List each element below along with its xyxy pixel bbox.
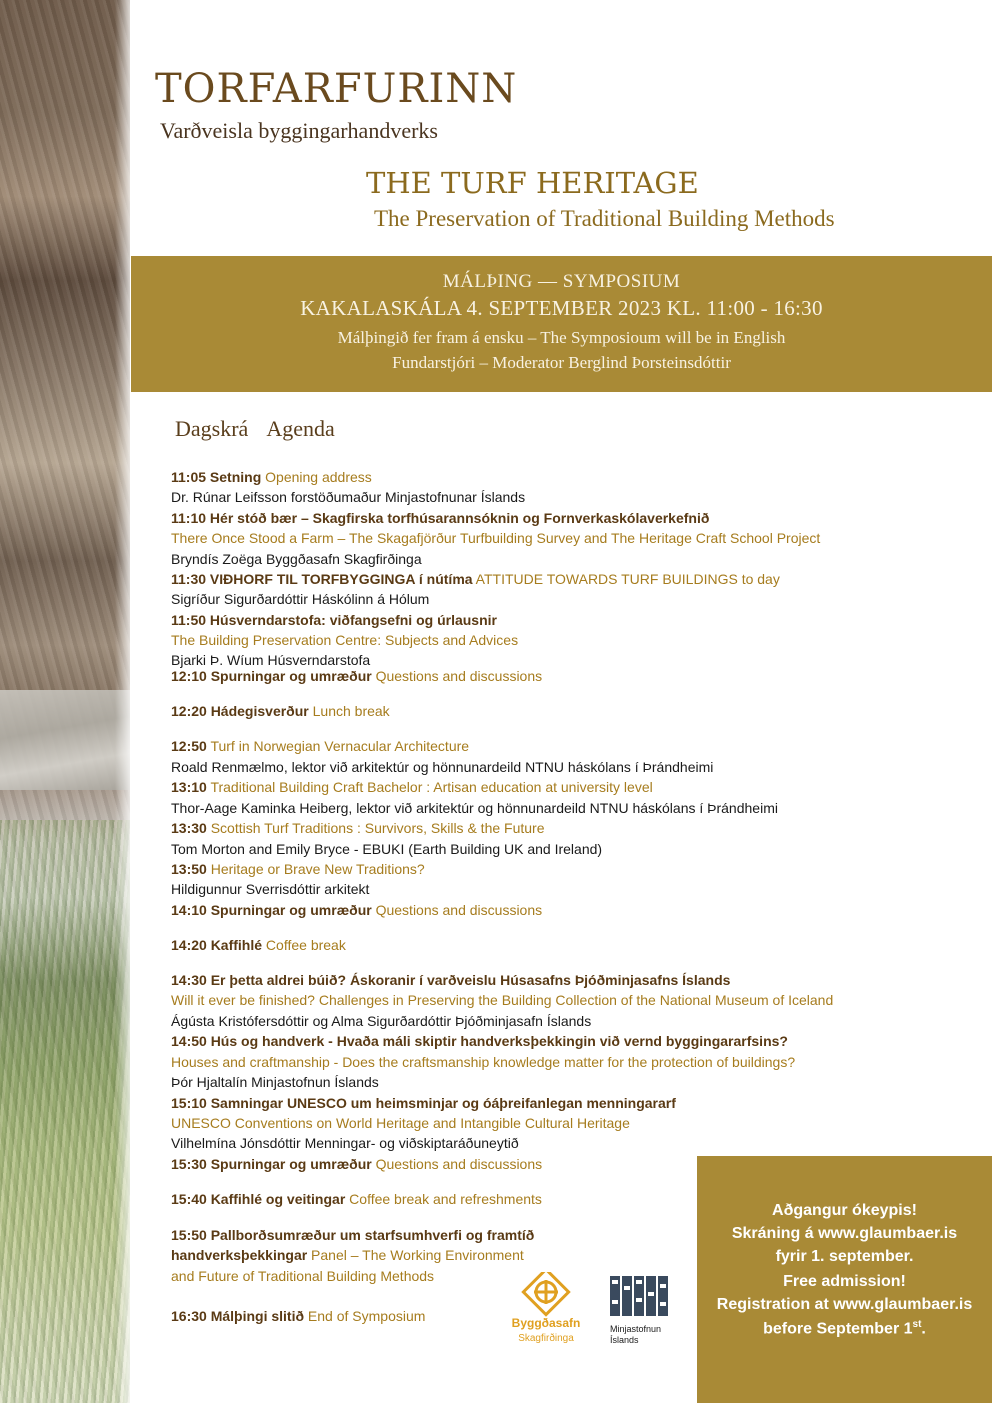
agenda-segment: 15:50 Pallborðsumræður um starfsumhverfi og framtíð bbox=[171, 1227, 535, 1243]
agenda-segment: UNESCO Conventions on World Heritage and Intangible Cultural Heritage bbox=[171, 1115, 630, 1131]
agenda-segment: Questions and discussions bbox=[371, 1156, 543, 1172]
admission-line-1: Aðgangur ókeypis! bbox=[772, 1202, 917, 1219]
agenda-line bbox=[171, 550, 422, 568]
agenda-line bbox=[171, 991, 833, 1009]
agenda-segment: Thor-Aage Kaminka Heiberg, lektor við arkitektúr og hönnunardeild NTNU háskólans í Þrándheimi bbox=[171, 800, 778, 816]
agenda-segment: 12:50 bbox=[171, 738, 207, 754]
agenda-segment: 15:30 Spurningar og umræður bbox=[171, 1156, 372, 1172]
agenda-segment: 12:10 Spurningar og umræður bbox=[171, 668, 372, 684]
agenda-segment: 16:30 Málþingi slitið bbox=[171, 1308, 305, 1324]
agenda-segment: Turf in Norwegian Vernacular Architecture bbox=[206, 738, 470, 754]
agenda-segment: 14:30 Er þetta aldrei búið? Áskoranir í varðveislu Húsasafns Þjóðminjasafns Íslands bbox=[171, 972, 731, 988]
agenda-segment: Sigríður Sigurðardóttir Háskólinn á Hólum bbox=[171, 591, 430, 607]
agenda-segment: Vilhelmína Jónsdóttir Menningar- og viðskiptaráðuneytið bbox=[171, 1135, 519, 1151]
agenda-heading-is: Dagskrá bbox=[175, 416, 249, 441]
agenda-line bbox=[171, 667, 542, 685]
agenda-segment: Questions and discussions bbox=[371, 902, 543, 918]
banner-moderator-line: Fundarstjóri – Moderator Berglind Þorsteinsdóttir bbox=[392, 353, 731, 372]
logo1-sub: Skagfirðinga bbox=[518, 1333, 574, 1344]
agenda-segment: Lunch break bbox=[308, 703, 390, 719]
minjastofnun-logo bbox=[604, 1272, 674, 1352]
agenda-segment: Scottish Turf Traditions : Survivors, Skills & the Future bbox=[206, 820, 545, 836]
byggdasafn-logo bbox=[496, 1272, 596, 1352]
symposium-banner bbox=[131, 256, 992, 392]
agenda-line bbox=[171, 880, 369, 898]
agenda-line bbox=[171, 1134, 519, 1152]
admission-line-6-sup: st bbox=[912, 1319, 922, 1330]
agenda-line bbox=[171, 509, 709, 527]
agenda-segment: Coffee break bbox=[262, 937, 346, 953]
agenda-segment: 11:50 Húsverndarstofa: viðfangsefni og úrlausnir bbox=[171, 612, 497, 628]
agenda-segment: Hildigunnur Sverrisdóttir arkitekt bbox=[171, 881, 370, 897]
page-subtitle: Varðveisla byggingarhandverks bbox=[160, 118, 438, 143]
agenda-line bbox=[171, 1267, 434, 1285]
agenda-line bbox=[171, 819, 545, 837]
banner-language-line: Málþingið fer fram á ensku – The Symposioum will be in English bbox=[337, 328, 786, 347]
agenda-segment: Panel – The Working Environment bbox=[307, 1247, 524, 1263]
agenda-line bbox=[171, 1246, 524, 1264]
agenda-line bbox=[171, 901, 542, 919]
m-icon bbox=[604, 1272, 674, 1352]
agenda-line bbox=[171, 1073, 379, 1091]
agenda-segment: The Building Preservation Centre: Subjects and Advices bbox=[171, 632, 519, 648]
agenda-line bbox=[171, 702, 390, 720]
agenda-line bbox=[171, 1094, 676, 1112]
agenda-segment: Þór Hjaltalín Minjastofnun Íslands bbox=[171, 1074, 379, 1090]
agenda-line bbox=[171, 936, 346, 954]
agenda-line bbox=[171, 758, 713, 776]
agenda-line bbox=[171, 737, 469, 755]
agenda-line bbox=[171, 488, 525, 506]
admission-box bbox=[697, 1156, 992, 1403]
agenda-segment: Roald Renmælmo, lektor við arkitektúr og hönnunardeild NTNU háskólans í Þrándheimi bbox=[171, 759, 714, 775]
agenda-segment: Traditional Building Craft Bachelor : Artisan education at university level bbox=[206, 779, 653, 795]
admission-line-4: Free admission! bbox=[783, 1273, 906, 1290]
agenda-line bbox=[171, 799, 778, 817]
agenda-segment: 11:10 Hér stóð bær – Skagfirska torfhúsarannsóknin og Fornverkaskólaverkefnið bbox=[171, 510, 710, 526]
agenda-segment: 13:10 bbox=[171, 779, 207, 795]
agenda-segment: Coffee break and refreshments bbox=[345, 1191, 542, 1207]
agenda-line bbox=[171, 570, 780, 588]
logo2-sub: Íslands bbox=[610, 1335, 639, 1345]
agenda-line bbox=[171, 840, 602, 858]
sidebar-fade bbox=[115, 0, 135, 1403]
agenda-heading bbox=[175, 416, 353, 442]
agenda-line bbox=[171, 860, 425, 878]
agenda-segment: 12:20 Hádegisverður bbox=[171, 703, 309, 719]
admission-line-3: fyrir 1. september. bbox=[775, 1248, 914, 1265]
agenda-segment: Houses and craftmanship - Does the craftsmanship knowledge matter for the protection of buildings? bbox=[171, 1054, 796, 1070]
admission-line-6 bbox=[697, 1319, 992, 1338]
agenda-segment: Tom Morton and Emily Bryce - EBUKI (Earth Building UK and Ireland) bbox=[171, 841, 603, 857]
english-title: THE TURF HERITAGE bbox=[366, 166, 699, 200]
agenda-segment: 14:50 Hús og handverk - Hvaða máli skiptir handverksþekkingin við vernd byggingararfsins? bbox=[171, 1033, 788, 1049]
admission-line-2: Skráning á www.glaumbaer.is bbox=[731, 1225, 958, 1242]
agenda-segment: and Future of Traditional Building Methods bbox=[171, 1268, 435, 1284]
agenda-line bbox=[171, 590, 429, 608]
admission-line-6-end: . bbox=[921, 1320, 926, 1338]
agenda-segment: There Once Stood a Farm – The Skagafjörður Turfbuilding Survey and The Heritage Craft School Project bbox=[171, 530, 821, 546]
wooden-roof bbox=[0, 690, 130, 790]
agenda-heading-en: Agenda bbox=[266, 416, 335, 441]
agenda-segment: 15:10 Samningar UNESCO um heimsminjar og óáþreifanlegan menningararf bbox=[171, 1095, 676, 1111]
admission-line-6-text: before September 1 bbox=[763, 1320, 913, 1338]
agenda-line bbox=[171, 1032, 788, 1050]
agenda-segment: End of Symposium bbox=[304, 1308, 426, 1324]
agenda-segment: Opening address bbox=[261, 469, 372, 485]
agenda-line bbox=[171, 1012, 591, 1030]
banner-line-1: MÁLÞING — SYMPOSIUM bbox=[442, 271, 681, 292]
agenda-segment: 15:40 Kaffihlé og veitingar bbox=[171, 1191, 346, 1207]
agenda-line bbox=[171, 1226, 534, 1244]
grass-texture bbox=[0, 820, 130, 1403]
agenda-segment: 13:30 bbox=[171, 820, 207, 836]
agenda-segment: Bjarki Þ. Wíum Húsverndarstofa bbox=[171, 652, 371, 668]
agenda-line bbox=[171, 468, 372, 486]
agenda-segment: Will it ever be finished? Challenges in Preserving the Building Collection of the National Museum of Iceland bbox=[171, 992, 834, 1008]
agenda-segment: Heritage or Brave New Traditions? bbox=[206, 861, 425, 877]
agenda-segment: 11:05 Setning bbox=[171, 469, 262, 485]
agenda-segment: Bryndís Zoëga Byggðasafn Skagfirðinga bbox=[171, 551, 422, 567]
agenda-line bbox=[171, 1155, 542, 1173]
agenda-line bbox=[171, 1114, 630, 1132]
agenda-line bbox=[171, 611, 497, 629]
agenda-line bbox=[171, 1053, 795, 1071]
admission-line-5: Registration at www.glaumbaer.is bbox=[716, 1296, 973, 1313]
agenda-segment: Ágústa Kristófersdóttir og Alma Sigurðardóttir Þjóðminjasafn Íslands bbox=[171, 1013, 592, 1029]
sidebar-photo bbox=[0, 0, 130, 1403]
agenda-segment: 14:10 Spurningar og umræður bbox=[171, 902, 372, 918]
agenda-line bbox=[171, 529, 820, 547]
agenda-segment: Questions and discussions bbox=[371, 668, 543, 684]
agenda-segment: 14:20 Kaffihlé bbox=[171, 937, 263, 953]
banner-date-line: KAKALASKÁLA 4. SEPTEMBER 2023 KL. 11:00 - 16:30 bbox=[300, 296, 823, 320]
english-subtitle: The Preservation of Traditional Building Methods bbox=[374, 206, 835, 231]
page-title: TORFARFURINN bbox=[155, 66, 518, 112]
agenda-segment: ATTITUDE TOWARDS TURF BUILDINGS to day bbox=[472, 571, 780, 587]
agenda-line bbox=[171, 778, 653, 796]
agenda-segment: handverksþekkingar bbox=[171, 1247, 308, 1263]
agenda-segment: 11:30 VIÐHORF TIL TORFBYGGINGA í nútíma bbox=[171, 571, 473, 587]
agenda-line bbox=[171, 971, 730, 989]
knot-icon bbox=[496, 1272, 596, 1352]
agenda-segment: 13:50 bbox=[171, 861, 207, 877]
logo2-name: Minjastofnun bbox=[610, 1324, 662, 1334]
agenda-line bbox=[171, 1190, 542, 1208]
logo1-name: Byggðasafn bbox=[511, 1316, 581, 1330]
agenda-segment: Dr. Rúnar Leifsson forstöðumaður Minjastofnunar Íslands bbox=[171, 489, 526, 505]
agenda-line bbox=[171, 631, 518, 649]
agenda-line bbox=[171, 1307, 425, 1325]
